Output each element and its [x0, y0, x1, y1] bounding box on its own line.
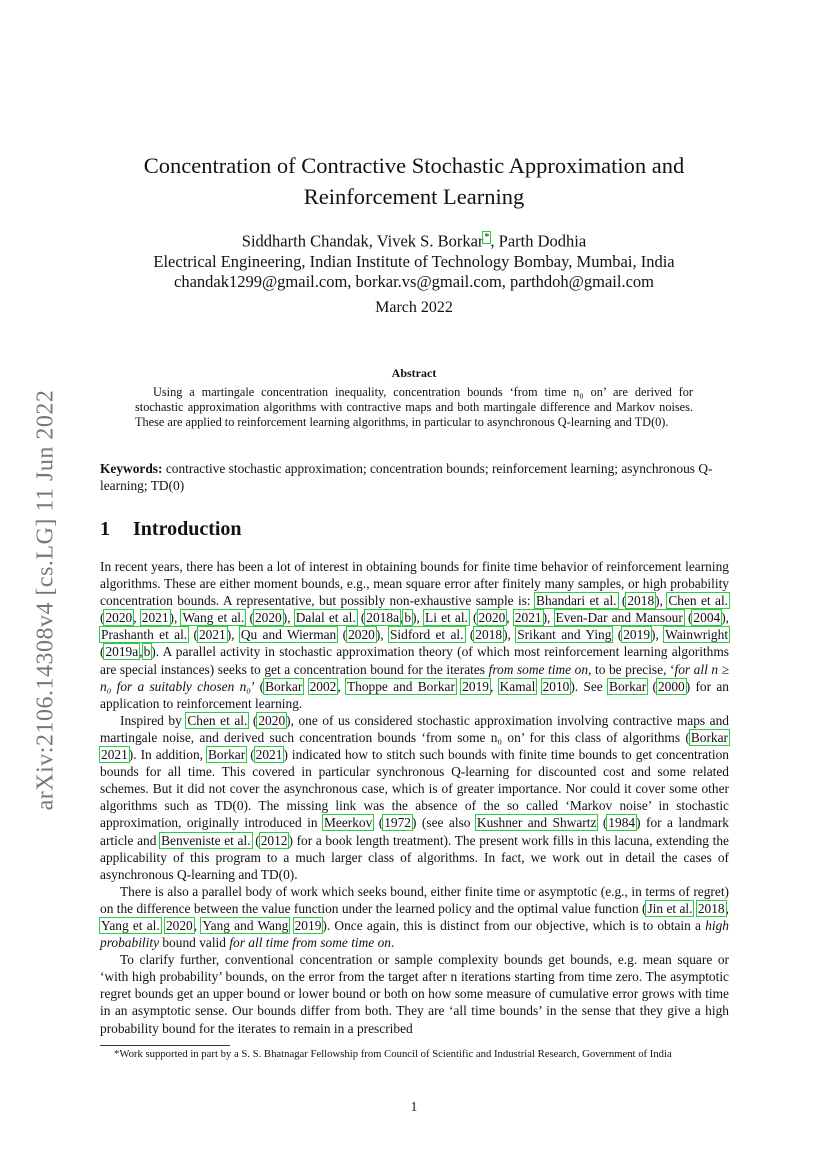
citation-link[interactable]: Jin et al.: [647, 900, 693, 916]
citation-link[interactable]: 2018: [627, 593, 655, 609]
citation-link[interactable]: Qu and Wierman: [240, 627, 337, 643]
citation-link[interactable]: 2020: [258, 712, 286, 728]
citation-link[interactable]: Even-Dar and Mansour: [555, 610, 683, 626]
body-text: [100, 558, 729, 1037]
citation-link[interactable]: Chen et al.: [187, 712, 248, 728]
section-heading: [100, 518, 242, 541]
citation-link[interactable]: 2020: [254, 610, 282, 626]
affiliation: Electrical Engineering, Indian Institute of Technology Bombay, Mumbai, India: [153, 251, 675, 271]
emphasis: high probability: [100, 917, 729, 951]
authors-first: Siddharth Chandak, Vivek S. Borkar: [241, 231, 484, 251]
emphasis: from some time on: [488, 661, 589, 677]
citation-link[interactable]: 2000: [657, 678, 685, 694]
citation-link[interactable]: Wainwright: [665, 627, 729, 643]
citation-link[interactable]: Kushner and Shwartz: [476, 815, 597, 831]
author-names: [100, 228, 728, 252]
citation-link[interactable]: Srikant and Ying: [517, 627, 612, 643]
citation-link[interactable]: 2019: [462, 678, 489, 694]
emphasis: for all time from some time on: [229, 935, 391, 951]
abstract-text: Using a martingale concentration inequality, concentration bounds ‘from time n₀ on’ are derived for stochastic approximation algorithms with contractive maps and both martingale difference and Markov noises. These are applied to reinforcement learning algorithms, in particular to asynchronous Q-learning and TD(0).: [135, 385, 693, 429]
citation-link[interactable]: 2019: [294, 917, 322, 933]
citation-link[interactable]: Yang and Wang: [202, 917, 289, 933]
citation-link[interactable]: 2019a: [105, 644, 139, 660]
citation-link[interactable]: 2018: [697, 900, 725, 916]
citation-link[interactable]: 2021: [198, 627, 226, 643]
section-number: 1: [100, 518, 110, 540]
citation-link[interactable]: 2018a: [366, 610, 400, 626]
citation-link[interactable]: Sidford et al.: [389, 627, 464, 643]
citation-link[interactable]: Borkar: [609, 678, 647, 694]
paper-title: [100, 150, 728, 212]
citation-link[interactable]: 2004: [693, 610, 721, 626]
section-title: Introduction: [133, 518, 242, 540]
citation-link[interactable]: Chen et al.: [668, 593, 729, 609]
abstract-heading: Abstract: [391, 366, 437, 380]
citation-link[interactable]: 2012: [260, 832, 288, 848]
citation-link[interactable]: Wang et al.: [182, 610, 245, 626]
citation-link[interactable]: Prashanth et al.: [101, 627, 188, 643]
page-number: 1: [410, 1099, 418, 1114]
citation-link[interactable]: 2021: [514, 610, 542, 626]
footnote: *Work supported in part by a S. S. Bhatnagar Fellowship from Council of Scientific and Industrial Research, Government of India: [114, 1048, 672, 1060]
paragraph: To clarify further, conventional concentration or sample complexity bounds get bounds, e.g. mean square or ‘with high probability’ bounds, on the error from the target after n iterations starting from time zero. The asymptotic regret bounds get an upper bound or lower bound or both on how some measure of cumulative error grows with time in an asymptotic sense. Our bounds differ from both. They are ‘all time bounds’ in the sense that they give a high probability bound for the iterates to remain in a prescribed: [100, 952, 729, 1036]
citation-link[interactable]: 1984: [608, 815, 636, 831]
citation-link[interactable]: Kamal: [499, 678, 536, 694]
footnote-mark[interactable]: *: [484, 232, 490, 243]
citation-link[interactable]: 2020: [348, 627, 375, 643]
footnote-rule: [100, 1045, 230, 1046]
citation-link[interactable]: Yang et al.: [101, 917, 160, 933]
citation-link[interactable]: 2020: [105, 610, 133, 626]
arxiv-side-stamp: arXiv:2106.14308v4 [cs.LG] 11 Jun 2022: [32, 389, 59, 811]
title-line-2: Reinforcement Learning: [303, 184, 525, 209]
citation-link[interactable]: Bhandari et al.: [536, 593, 617, 609]
citation-link[interactable]: Meerkov: [323, 815, 373, 831]
authors-rest: , Parth Dodhia: [490, 231, 587, 251]
citation-link[interactable]: Borkar: [690, 729, 728, 745]
citation-link[interactable]: 2020: [478, 610, 506, 626]
citation-link[interactable]: 2002: [309, 678, 337, 694]
citation-link[interactable]: b: [404, 610, 412, 626]
citation-link[interactable]: Benveniste et al.: [161, 832, 251, 848]
emphasis: for all n ≥ n₀ for a suitably chosen n₀: [100, 661, 729, 694]
citation-link[interactable]: 2010: [542, 678, 570, 694]
citation-link[interactable]: Li et al.: [425, 610, 468, 626]
citation-link[interactable]: Borkar: [265, 678, 303, 694]
citation-link[interactable]: 2021: [141, 610, 169, 626]
citation-link[interactable]: Borkar: [208, 747, 246, 763]
keywords-label: Keywords:: [100, 461, 163, 476]
paragraph: There is also a parallel body of work which seeks bound, either finite time or asymptotic (e.g., in terms of regret) on the difference between the value function under the learned policy and the optimal value function (Jin et al. 2018, Yang et al. 2020, Yang and Wang 2019). Once again, this is distinct from our objective, which is to obtain a high probability bound valid for all time from some time on.: [100, 883, 729, 951]
emails: chandak1299@gmail.com, borkar.vs@gmail.com, parthdoh@gmail.com: [174, 271, 654, 291]
paper-date: March 2022: [375, 299, 453, 316]
keywords-text: contractive stochastic approximation; concentration bounds; reinforcement learning; asynchronous Q-learning; TD(0): [100, 461, 713, 493]
citation-link[interactable]: 2020: [165, 917, 193, 933]
citation-link[interactable]: 1972: [384, 815, 411, 831]
citation-link[interactable]: 2021: [101, 747, 128, 763]
citation-link[interactable]: 2018: [475, 627, 503, 643]
paragraph: In recent years, there has been a lot of interest in obtaining bounds for finite time behavior of reinforcement learning algorithms. These are either moment bounds, e.g., mean square error after finitely many samples, or high probability concentration bounds. A representative, but possibly non-exhaustive sample is: Bhandari et al. (2018), Chen et al. (2020, 2021), Wang et al. (2020), Dalal et al. (2018a,b), Li et al. (2020, 2021), Even-Dar and Mansour (2004), Prashanth et al. (2021), Qu and Wierman (2020), Sidford et al. (2018), Srikant and Ying (2019), Wainwright (2019a,b). A parallel activity in stochastic approximation theory (of which most reinforcement learning algorithms are special instances) seeks to get a concentration bound for the iterates from some time on, to be precise, ‘for all n ≥ n₀ for a suitably chosen n₀’ (Borkar 2002, Thoppe and Borkar 2019, Kamal 2010). See Borkar (2000) for an application to reinforcement learning.: [100, 559, 730, 711]
citation-link[interactable]: Thoppe and Borkar: [346, 678, 455, 694]
citation-link[interactable]: b: [143, 644, 151, 660]
author-block: [100, 228, 728, 292]
paragraph: Inspired by Chen et al. (2020), one of us considered stochastic approximation involving contractive maps and martingale noise, and derived such concentration bounds ‘from some n₀ on’ for this class of algorithms (Borkar 2021). In addition, Borkar (2021) indicated how to stitch such bounds with finite time bounds to get concentration bounds for all time. This covered in particular synchronous Q-learning for discounted cost and some related schemes. But it did not cover the asynchronous case, which is of greater importance. Nor could it cover some other algorithms such as TD(0). The missing link was the absence of the so called ‘Markov noise’ in stochastic approximation, originally introduced in Meerkov (1972) (see also Kushner and Shwartz (1984) for a landmark article and Benveniste et al. (2012) for a book length treatment). The present work fills in this lacuna, extending the applicability of this program to a much larger class of algorithms. In fact, we work out in detail the cases of asynchronous Q-learning and TD(0).: [100, 712, 729, 882]
citation-link[interactable]: 2021: [255, 747, 283, 763]
citation-link[interactable]: 2019: [623, 627, 651, 643]
title-line-1: Concentration of Contractive Stochastic Approximation and: [143, 153, 685, 178]
citation-link[interactable]: Dalal et al.: [295, 610, 356, 626]
keywords: [100, 460, 728, 494]
